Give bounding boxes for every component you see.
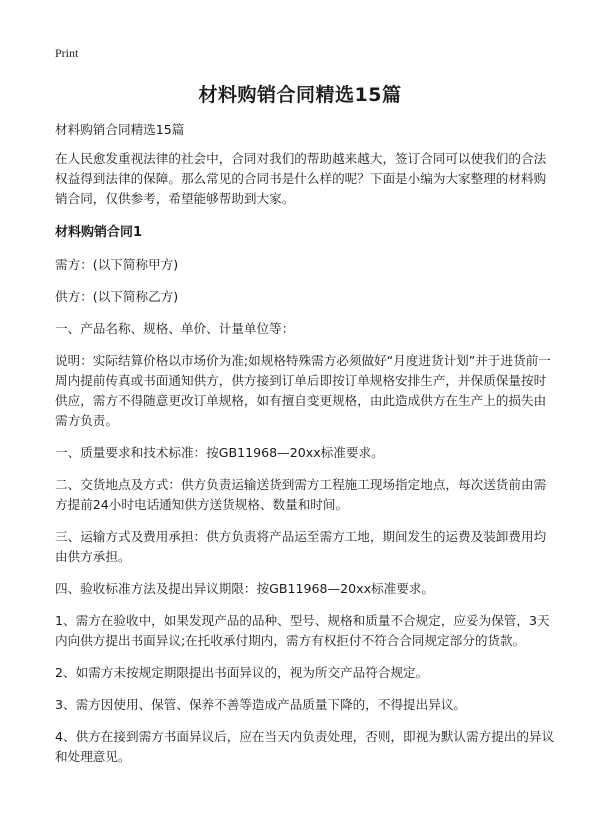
paragraph-quality: 一、质量要求和技术标准：按GB11968—20xx标准要求。 — [55, 445, 384, 460]
print-label: Print — [55, 46, 79, 60]
document-body — [55, 120, 555, 779]
paragraph-supplier: 供方：(以下简称乙方) — [55, 289, 179, 304]
section-heading: 材料购销合同1 — [55, 225, 143, 240]
paragraph-product-info: 一、产品名称、规格、单价、计量单位等： — [55, 321, 295, 336]
paragraph-clause-4: 4、供方在接到需方书面异议后，应在当天内负责处理，否则，即视为默认需方提出的异议和处理意见。 — [55, 729, 555, 764]
paragraph-clause-2: 2、如需方未按规定期限提出书面异议的，视为所交产品符合规定。 — [55, 665, 429, 680]
document-subtitle: 材料购销合同精选15篇 — [55, 122, 185, 137]
intro-paragraph: 在人民愈发重视法律的社会中，合同对我们的帮助越来越大，签订合同可以使我们的合法权益得到法律的保障。那么常见的合同书是什么样的呢？下面是小编为大家整理的材料购销合同，仅供参考，希望能够帮助到大家。 — [55, 151, 547, 206]
paragraph-transport: 三、运输方式及费用承担：供方负责将产品运至需方工地，期间发生的运费及装卸费用均由供方承担。 — [55, 529, 547, 564]
paragraph-acceptance: 四、验收标准方法及提出异议期限：按GB11968—20xx标准要求。 — [55, 581, 435, 596]
document-title: 材料购销合同精选15篇 — [198, 84, 402, 106]
paragraph-explanation: 说明：实际结算价格以市场价为准;如规格特殊需方必须做好“月度进货计划”并于进货前一周内提前传真或书面通知供方，供方接到订单后即按订单规格安排生产，并保质保量按时供应，需方不得随意更改订单规格，如有擅自变更规格，由此造成供方在生产上的损失由需方负责。 — [55, 353, 551, 428]
paragraph-delivery: 二、交货地点及方式：供方负责运输送货到需方工程施工现场指定地点，每次送货前由需方提前24小时电话通知供方送货规格、数量和时间。 — [55, 477, 547, 512]
paragraph-buyer: 需方：(以下简称甲方) — [55, 257, 179, 272]
paragraph-clause-3: 3、需方因使用、保管、保养不善等造成产品质量下降的，不得提出异议。 — [55, 697, 467, 712]
paragraph-clause-1: 1、需方在验收中，如果发现产品的品种、型号、规格和质量不合规定，应妥为保管，3天内向供方提出书面异议;在托收承付期内，需方有权拒付不符合合同规定部分的货款。 — [55, 613, 550, 648]
